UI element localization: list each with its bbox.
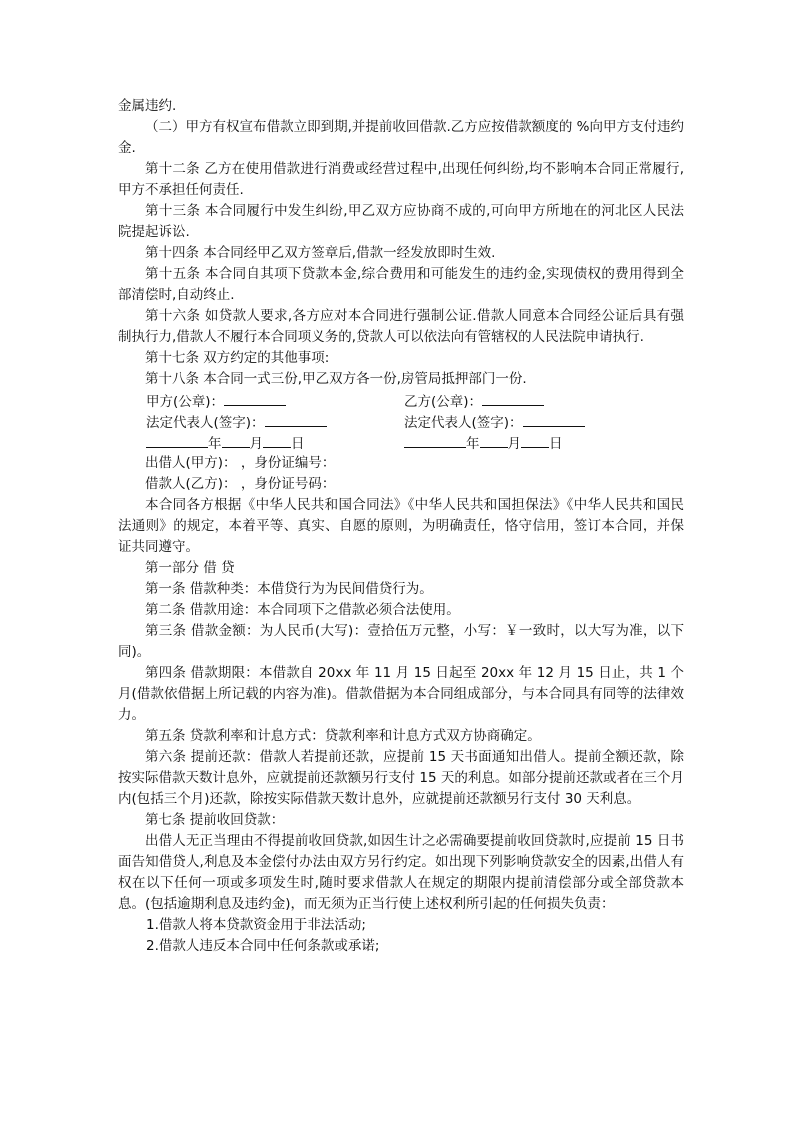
party-b-seal-label: 乙方(公章)： <box>404 394 483 410</box>
party-b-date <box>404 432 662 453</box>
party-b-month-blank[interactable] <box>480 432 508 448</box>
party-b-day-blank[interactable] <box>521 432 549 448</box>
paragraph-p-b-art-4: 第四条 借款期限：本借款自 20xx 年 11 月 15 日起至 20xx 年 12 月 15 日止，共 1 个月(借款依借据上所记载的内容为准)。借款借据为本合同组成部分，与本合同具有同等的法律效力。 <box>118 665 684 723</box>
paragraph-p-line-1: 金属违约. <box>118 98 177 114</box>
party-b-seal <box>404 390 662 411</box>
paragraph-p-art-15: 第十五条 本合同自其项下贷款本金,综合费用和可能发生的违约金,实现债权的费用得到全部清偿时,自动终止. <box>118 266 684 303</box>
party-b-rep-blank[interactable] <box>523 411 585 427</box>
lender-line: 出借人(甲方)： ，身份证编号： <box>145 455 336 471</box>
party-a-rep-blank[interactable] <box>265 411 327 427</box>
party-a-representative <box>146 411 404 432</box>
paragraph-p-b-art-7: 第七条 提前收回贷款： <box>145 812 285 828</box>
list-item-li-2: 2.借款人违反本合同中任何条款或承诺; <box>146 938 380 954</box>
paragraph-p-b-art-2: 第二条 借款用途：本合同项下之借款必须合法使用。 <box>145 602 460 618</box>
paragraph-p-b-art-5: 第五条 贷款利率和计息方式：贷款利率和计息方式双方协商确定。 <box>145 728 541 744</box>
paragraph-p-art-14: 第十四条 本合同经甲乙双方签章后,借款一经发放即时生效. <box>145 245 496 261</box>
paragraph-p-art-16: 第十六条 如贷款人要求,各方应对本合同进行强制公证.借款人同意本合同经公证后具有强制执行力,借款人不履行本合同项义务的,贷款人可以依法向有管辖权的人民法院申请执行. <box>118 308 684 345</box>
paragraph-p-b-art-7-body: 出借人无正当理由不得提前收回贷款,如因生计之必需确要提前收回贷款时,应提前 15 日书面告知借贷人,利息及本金偿付办法由双方另行约定。如出现下列影响贷款安全的因素,出借人有权在以下任何一项或多项发生时,随时要求借款人在规定的期限内提前清偿部分或全部贷款本息。(包括逾期利息及违约金)，而无须为正当行使上述权利所引起的任何损失负责： <box>118 833 684 912</box>
party-b-rep-label: 法定代表人(签字)： <box>404 415 523 431</box>
borrower-line: 借款人(乙方)： ，身份证号码： <box>145 476 336 492</box>
party-b-seal-blank[interactable] <box>482 390 544 406</box>
list-item-li-1: 1.借款人将本贷款资金用于非法活动; <box>146 917 366 933</box>
recall-conditions-list <box>118 915 684 957</box>
paragraph-p-art-18: 第十八条 本合同一式三份,甲乙双方各一份,房管局抵押部门一份. <box>145 371 527 387</box>
party-a-day-blank[interactable] <box>263 432 291 448</box>
party-a-year-label: 年 <box>208 436 222 452</box>
seal-row <box>118 390 684 411</box>
party-b-representative <box>404 411 662 432</box>
paragraph-p-art-17: 第十七条 双方约定的其他事项: <box>145 350 330 366</box>
paragraph-p-part-1: 第一部分 借 贷 <box>145 560 235 576</box>
paragraph-p-line-2: （二）甲方有权宣布借款立即到期,并提前收回借款.乙方应按借款额度的 %向甲方支付违约金. <box>118 119 684 156</box>
paragraph-p-b-art-6: 第六条 提前还款：借款人若提前还款，应提前 15 天书面通知出借人。提前全额还款，除按实际借款天数计息外，应就提前还款额另行支付 15 天的利息。如部分提前还款或者在三个月内(包括三个月)还款，除按实际借款天数计息外，应就提前还款额另行支付 30 天利息。 <box>118 749 684 807</box>
document-body <box>118 96 684 957</box>
party-a-month-blank[interactable] <box>222 432 250 448</box>
party-b-month-label: 月 <box>507 436 521 452</box>
paragraph-p-preamble: 本合同各方根据《中华人民共和国合同法》《中华人民共和国担保法》《中华人民共和国民法通则》的规定，本着平等、真实、自愿的原则，为明确责任，恪守信用，签订本合同，并保证共同遵守。 <box>118 497 684 555</box>
party-a-date <box>146 432 404 453</box>
party-a-seal-label: 甲方(公章)： <box>146 394 225 410</box>
party-a-day-label: 日 <box>291 436 305 452</box>
paragraph-p-b-art-3: 第三条 借款金额：为人民币(大写)：壹拾伍万元整，小写：￥一致时，以大写为准，以下同)。 <box>118 623 684 660</box>
paragraph-p-art-12: 第十二条 乙方在使用借款进行消费或经营过程中,出现任何纠纷,均不影响本合同正常履行,甲方不承担任何责任. <box>118 161 684 198</box>
party-b-year-blank[interactable] <box>404 432 466 448</box>
representative-row <box>118 411 684 432</box>
party-a-year-blank[interactable] <box>146 432 208 448</box>
party-a-rep-label: 法定代表人(签字)： <box>146 415 265 431</box>
contract-clauses-bottom <box>118 495 684 915</box>
paragraph-p-art-13: 第十三条 本合同履行中发生纠纷,甲乙双方应协商不成的,可向甲方所地在的河北区人民法院提起诉讼. <box>118 203 684 240</box>
party-a-seal-blank[interactable] <box>224 390 286 406</box>
party-a-month-label: 月 <box>249 436 263 452</box>
party-b-day-label: 日 <box>549 436 563 452</box>
party-a-seal <box>146 390 404 411</box>
date-row <box>118 432 684 453</box>
paragraph-p-b-art-1: 第一条 借款种类：本借贷行为为民间借贷行为。 <box>145 581 433 597</box>
contract-clauses-top <box>118 96 684 390</box>
party-b-year-label: 年 <box>466 436 480 452</box>
